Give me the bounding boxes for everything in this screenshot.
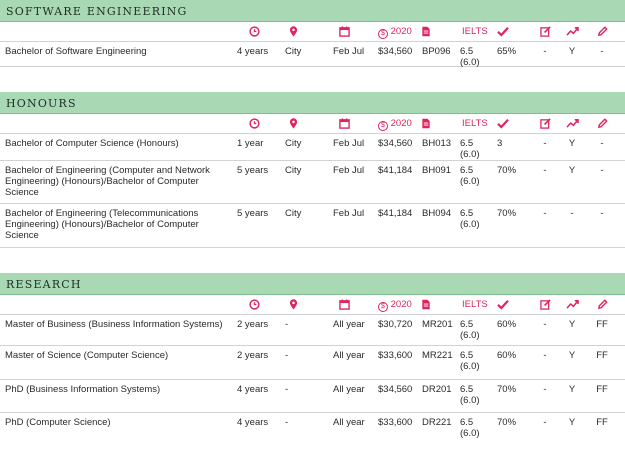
trending-arrow-icon bbox=[562, 299, 582, 310]
course-ielts: 6.5 (6.0) bbox=[460, 165, 480, 187]
table-row[interactable] bbox=[0, 315, 625, 346]
section-software-engineering bbox=[0, 0, 625, 67]
trending-arrow-icon bbox=[562, 26, 582, 37]
section-title: HONOURS bbox=[0, 92, 625, 114]
course-duration: 5 years bbox=[237, 165, 269, 176]
course-code: BH091 bbox=[422, 165, 452, 176]
course-code: MR201 bbox=[422, 319, 453, 330]
course-location: - bbox=[285, 319, 289, 330]
course-fee: $41,184 bbox=[378, 208, 413, 219]
fee-header: $ 2020 bbox=[378, 299, 422, 312]
course-col-trend: Y bbox=[568, 350, 576, 361]
pencil-icon bbox=[590, 26, 614, 37]
document-icon bbox=[421, 118, 457, 129]
course-col-trend: Y bbox=[568, 319, 576, 330]
ielts-header: IELTS bbox=[462, 26, 488, 37]
course-name: PhD (Computer Science) bbox=[5, 417, 111, 428]
course-name: Bachelor of Engineering (Telecommunications Engineering) (Honours)/Bachelor of Computer Science bbox=[5, 208, 199, 241]
course-ielts: 6.5 (6.0) bbox=[460, 350, 480, 372]
course-name: Bachelor of Engineering (Computer and Network Engineering) (Honours)/Bachelor of Computer Science bbox=[5, 165, 210, 198]
course-col-edit: - bbox=[543, 46, 547, 57]
course-col-pencil: - bbox=[600, 208, 604, 219]
course-col-trend: Y bbox=[568, 138, 576, 149]
course-duration: 2 years bbox=[237, 319, 269, 330]
course-intake: Feb Jul bbox=[333, 46, 365, 57]
course-fee: $33,600 bbox=[378, 350, 413, 361]
course-duration: 4 years bbox=[237, 384, 269, 395]
course-col-pencil: FF bbox=[596, 350, 608, 361]
course-intake: All year bbox=[333, 417, 365, 428]
course-ielts: 6.5 (6.0) bbox=[460, 319, 480, 341]
table-row[interactable] bbox=[0, 161, 625, 204]
course-intake: All year bbox=[333, 350, 365, 361]
course-col-edit: - bbox=[543, 350, 547, 361]
course-col-trend: Y bbox=[568, 384, 576, 395]
location-pin-icon bbox=[289, 118, 335, 129]
course-atar: 70% bbox=[497, 165, 517, 176]
course-intake: Feb Jul bbox=[333, 208, 365, 219]
course-location: City bbox=[285, 46, 302, 57]
calendar-icon bbox=[339, 118, 379, 129]
course-fee: $33,600 bbox=[378, 417, 413, 428]
course-intake: Feb Jul bbox=[333, 138, 365, 149]
course-atar: 70% bbox=[497, 417, 517, 428]
course-col-pencil: - bbox=[600, 46, 604, 57]
course-name: PhD (Business Information Systems) bbox=[5, 384, 161, 395]
section-research bbox=[0, 273, 625, 448]
course-fee: $41,184 bbox=[378, 165, 413, 176]
table-row[interactable] bbox=[0, 204, 625, 248]
course-col-pencil: FF bbox=[596, 417, 608, 428]
edit-icon bbox=[538, 299, 552, 310]
course-col-edit: - bbox=[543, 165, 547, 176]
course-location: City bbox=[285, 165, 302, 176]
edit-icon bbox=[538, 26, 552, 37]
checkmark-icon bbox=[497, 118, 527, 129]
course-atar: 65% bbox=[497, 46, 517, 57]
course-ielts: 6.5 (6.0) bbox=[460, 208, 480, 230]
course-col-trend: Y bbox=[568, 46, 576, 57]
ielts-header: IELTS bbox=[462, 299, 488, 310]
location-pin-icon bbox=[289, 26, 335, 37]
section-honours bbox=[0, 92, 625, 248]
course-name: Master of Business (Business Information Systems) bbox=[5, 319, 223, 330]
course-atar: 60% bbox=[497, 319, 517, 330]
column-header-row bbox=[0, 114, 625, 134]
course-fee: $34,560 bbox=[378, 46, 413, 57]
course-location: - bbox=[285, 384, 289, 395]
course-location: City bbox=[285, 138, 302, 149]
course-code: BH094 bbox=[422, 208, 452, 219]
course-intake: All year bbox=[333, 384, 365, 395]
course-duration: 5 years bbox=[237, 208, 269, 219]
column-header-row bbox=[0, 295, 625, 315]
course-col-edit: - bbox=[543, 417, 547, 428]
course-col-trend: Y bbox=[568, 165, 576, 176]
course-col-edit: - bbox=[543, 384, 547, 395]
course-fee: $30,720 bbox=[378, 319, 413, 330]
ielts-header: IELTS bbox=[462, 118, 488, 129]
dollar-icon: $ bbox=[378, 29, 388, 39]
calendar-icon bbox=[339, 26, 379, 37]
course-duration: 4 years bbox=[237, 417, 269, 428]
course-location: City bbox=[285, 208, 302, 219]
course-name: Bachelor of Software Engineering bbox=[5, 46, 147, 57]
course-col-pencil: - bbox=[600, 165, 604, 176]
course-col-pencil: - bbox=[600, 138, 604, 149]
course-location: - bbox=[285, 350, 289, 361]
checkmark-icon bbox=[497, 299, 527, 310]
fee-header: $ 2020 bbox=[378, 118, 422, 131]
location-pin-icon bbox=[289, 299, 335, 310]
course-intake: Feb Jul bbox=[333, 165, 365, 176]
dollar-icon: $ bbox=[378, 302, 388, 312]
course-duration: 2 years bbox=[237, 350, 269, 361]
table-row[interactable] bbox=[0, 42, 625, 67]
course-atar: 70% bbox=[497, 208, 517, 219]
course-code: BP096 bbox=[422, 46, 451, 57]
course-code: DR201 bbox=[422, 384, 452, 395]
course-col-edit: - bbox=[543, 138, 547, 149]
course-code: DR221 bbox=[422, 417, 452, 428]
course-name: Bachelor of Computer Science (Honours) bbox=[5, 138, 179, 149]
document-icon bbox=[421, 299, 457, 310]
course-col-edit: - bbox=[543, 208, 547, 219]
course-col-pencil: FF bbox=[596, 384, 608, 395]
checkmark-icon bbox=[497, 26, 527, 37]
dollar-icon: $ bbox=[378, 121, 388, 131]
course-col-trend: Y bbox=[568, 417, 576, 428]
course-ielts: 6.5 (6.0) bbox=[460, 417, 480, 439]
column-header-row bbox=[0, 22, 625, 42]
table-row[interactable] bbox=[0, 134, 625, 161]
fee-header: $ 2020 bbox=[378, 26, 422, 39]
course-name: Master of Science (Computer Science) bbox=[5, 350, 169, 361]
course-code: BH013 bbox=[422, 138, 452, 149]
course-col-trend: - bbox=[570, 208, 574, 219]
course-intake: All year bbox=[333, 319, 365, 330]
course-duration: 4 years bbox=[237, 46, 269, 57]
course-ielts: 6.5 (6.0) bbox=[460, 138, 480, 160]
table-row[interactable] bbox=[0, 380, 625, 413]
course-code: MR221 bbox=[422, 350, 453, 361]
course-atar: 70% bbox=[497, 384, 517, 395]
course-duration: 1 year bbox=[237, 138, 264, 149]
course-atar: 3 bbox=[497, 138, 503, 149]
course-ielts: 6.5 (6.0) bbox=[460, 384, 480, 406]
course-col-pencil: FF bbox=[596, 319, 608, 330]
course-location: - bbox=[285, 417, 289, 428]
calendar-icon bbox=[339, 299, 379, 310]
edit-icon bbox=[538, 118, 552, 129]
pencil-icon bbox=[590, 118, 614, 129]
course-col-edit: - bbox=[543, 319, 547, 330]
pencil-icon bbox=[590, 299, 614, 310]
table-row[interactable] bbox=[0, 346, 625, 380]
section-title: RESEARCH bbox=[0, 273, 625, 295]
course-atar: 60% bbox=[497, 350, 517, 361]
course-fee: $34,560 bbox=[378, 384, 413, 395]
course-ielts: 6.5 (6.0) bbox=[460, 46, 480, 68]
section-title: SOFTWARE ENGINEERING bbox=[0, 0, 625, 22]
trending-arrow-icon bbox=[562, 118, 582, 129]
table-row[interactable] bbox=[0, 413, 625, 448]
course-fee: $34,560 bbox=[378, 138, 413, 149]
document-icon bbox=[421, 26, 457, 37]
